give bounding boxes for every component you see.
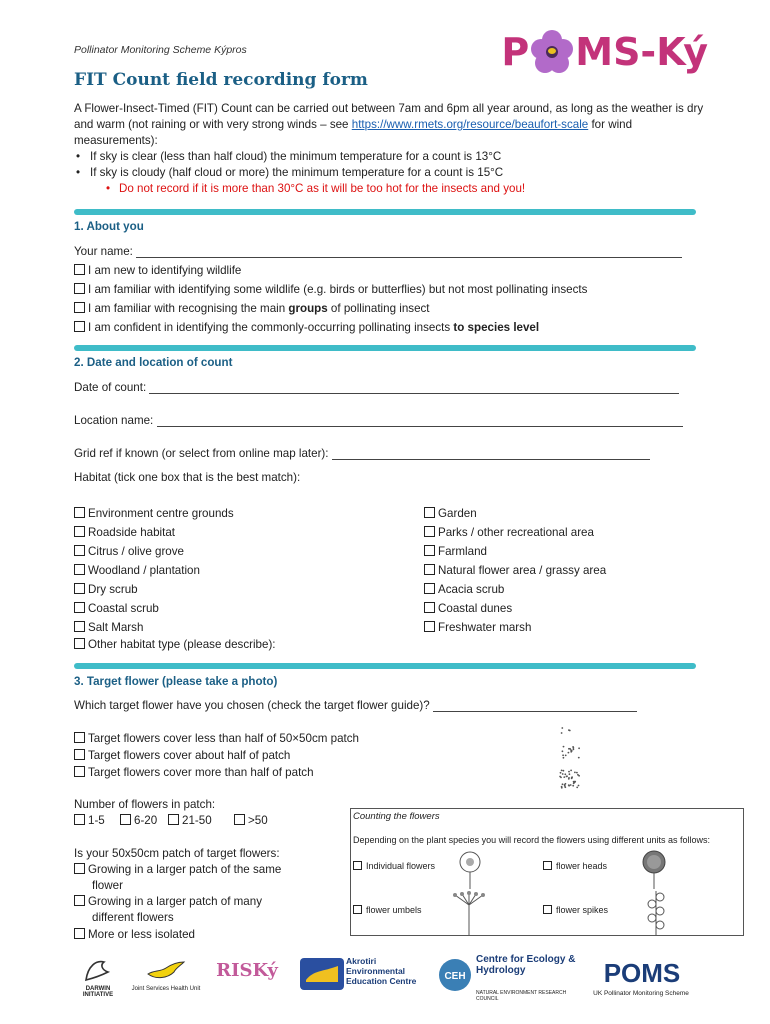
section-target-heading: 3. Target flower (please take a photo) [74, 675, 278, 688]
warning-bullet: • Do not record if it is more than 30°C as it will be too hot for the insects and you! [74, 181, 704, 197]
num-flowers-label: Number of flowers in patch: [74, 798, 216, 811]
habitat-right-item-1[interactable] [424, 526, 594, 539]
option-label: Garden [438, 507, 477, 520]
akrotiri-logo: Akrotiri Environmental Education Centre [346, 956, 417, 986]
cyprus-map-icon [146, 960, 186, 982]
checkbox[interactable] [74, 302, 85, 313]
date-label: Date of count: [74, 381, 147, 394]
coverage-dot [562, 773, 564, 775]
checkbox[interactable] [74, 583, 85, 594]
coverage-dot [576, 787, 578, 789]
form-title: FIT Count field recording form [74, 70, 368, 90]
coverage-dot [573, 782, 575, 784]
checkbox[interactable] [353, 905, 362, 914]
option-label: Target flowers cover less than half of 50×50cm patch [88, 732, 359, 745]
name-row [74, 245, 694, 258]
coverage-dot [564, 786, 566, 788]
habitat-right-item-6[interactable] [424, 621, 531, 634]
coverage-dot [565, 755, 567, 757]
coverage-dot [561, 770, 563, 772]
checkbox[interactable] [543, 861, 552, 870]
coverage-dot [578, 785, 580, 787]
checkbox[interactable] [74, 766, 85, 777]
habitat-left-item-6[interactable] [74, 621, 143, 634]
option-label: Acacia scrub [438, 583, 505, 596]
habitat-left-item-5[interactable] [74, 602, 159, 615]
num-option-2[interactable] [168, 814, 212, 827]
checkbox[interactable] [424, 545, 435, 556]
num-option-3[interactable] [234, 814, 268, 827]
individual-flower-icon [455, 849, 485, 889]
flower-head-icon [639, 849, 669, 889]
checkbox[interactable] [120, 814, 131, 825]
flower-logo-icon [530, 30, 574, 74]
cover-more[interactable] [74, 766, 314, 779]
option-label: 21-50 [182, 814, 212, 827]
coverage-dot [564, 784, 566, 786]
coverage-dot [563, 746, 565, 748]
target-question: Which target flower have you chosen (check the target flower guide)? [74, 699, 430, 712]
habitat-left-item-3[interactable] [74, 564, 200, 577]
option-label: Freshwater marsh [438, 621, 532, 634]
experience-groups[interactable] [74, 302, 430, 315]
guide-spikes[interactable] [543, 905, 608, 915]
option-label: 1-5 [88, 814, 105, 827]
beaufort-link[interactable]: https://www.rmets.org/resource/beaufort-scale [351, 118, 589, 131]
flower-spike-icon [641, 889, 671, 935]
ceh-logo: Centre for Ecology & Hydrology [476, 954, 576, 976]
coverage-dot [568, 777, 570, 779]
checkbox[interactable] [168, 814, 179, 825]
option-label: Roadside habitat [88, 526, 176, 539]
checkbox[interactable] [74, 283, 85, 294]
checkbox[interactable] [74, 264, 85, 275]
option-label: I am new to identifying wildlife [88, 264, 242, 277]
option-label: Target flowers cover about half of patch [88, 749, 291, 762]
coverage-dot [563, 770, 565, 772]
habitat-right-item-4[interactable] [424, 583, 504, 596]
coverage-dot [562, 750, 564, 752]
checkbox[interactable] [74, 621, 85, 632]
checkbox[interactable] [74, 928, 85, 939]
option-label: Growing in a larger patch of many [88, 895, 262, 908]
num-option-1[interactable] [120, 814, 157, 827]
checkbox[interactable] [74, 545, 85, 556]
habitat-right-item-5[interactable] [424, 602, 512, 615]
option-label: Citrus / olive grove [88, 545, 185, 558]
experience-new[interactable] [74, 264, 241, 277]
habitat-other[interactable] [74, 638, 276, 651]
option-label: Salt Marsh [88, 621, 144, 634]
section-location-heading: 2. Date and location of count [74, 356, 233, 369]
name-label: Your name: [74, 245, 133, 258]
checkbox[interactable] [74, 749, 85, 760]
option-label: Environment centre grounds [88, 507, 234, 520]
habitat-label: Habitat (tick one box that is the best match): [74, 471, 301, 484]
logo-text: MS-Ký [575, 30, 708, 74]
flower-umbel-icon [451, 891, 487, 935]
coverage-dot [562, 754, 564, 756]
target-field[interactable] [433, 700, 637, 712]
habitat-left-item-4[interactable] [74, 583, 138, 596]
option-label: >50 [248, 814, 268, 827]
coverage-dot [562, 783, 564, 785]
checkbox[interactable] [424, 602, 435, 613]
habitat-right-item-0[interactable] [424, 507, 477, 520]
coverage-dot [570, 751, 572, 753]
intro-paragraph: A Flower-Insect-Timed (FIT) Count can be carried out between 7am and 6pm all year around, as long as the weather is dry and warm (not raining or with very strong winds – see [74, 102, 704, 131]
habitat-left-item-0[interactable] [74, 507, 234, 520]
ceh-emblem-icon [438, 958, 472, 992]
patch-many-cont: different flowers [92, 911, 174, 924]
poms-subtitle: UK Pollinator Monitoring Scheme [593, 990, 689, 997]
checkbox[interactable] [74, 814, 85, 825]
habitat-right-item-2[interactable] [424, 545, 487, 558]
counting-guide [350, 808, 744, 936]
checkbox[interactable] [424, 564, 435, 575]
checkbox[interactable] [74, 602, 85, 613]
darwin-logo: DARWIN INITIATIVE [82, 986, 114, 998]
coverage-dot [560, 772, 562, 774]
checkbox[interactable] [74, 526, 85, 537]
option-label: Woodland / plantation [88, 564, 200, 577]
section-divider [74, 209, 696, 215]
coverage-dot [573, 749, 575, 751]
section-about-heading: 1. About you [74, 220, 144, 233]
option-label: Dry scrub [88, 583, 138, 596]
section-divider [74, 345, 696, 351]
num-option-0[interactable] [74, 814, 105, 827]
checkbox[interactable] [543, 905, 552, 914]
gridref-row [74, 447, 694, 460]
coverage-dot [563, 776, 565, 778]
akrotiri-emblem-icon [300, 958, 344, 990]
option-label: I am familiar with recognising the main [88, 302, 289, 315]
option-label: Individual flowers [366, 861, 436, 871]
date-row [74, 381, 694, 394]
option-label: Parks / other recreational area [438, 526, 594, 539]
date-field[interactable] [149, 382, 679, 394]
jshu-logo: Joint Services Health Unit [131, 986, 201, 992]
coverage-dot [578, 747, 580, 749]
cover-less[interactable] [74, 732, 359, 745]
checkbox[interactable] [74, 321, 85, 332]
checkbox[interactable] [74, 638, 85, 649]
habitat-left-item-2[interactable] [74, 545, 184, 558]
option-label: flower spikes [556, 905, 609, 915]
coverage-dot [571, 778, 573, 780]
gridref-field[interactable] [332, 448, 650, 460]
experience-some[interactable] [74, 283, 587, 296]
habitat-right-item-3[interactable] [424, 564, 606, 577]
checkbox[interactable] [74, 507, 85, 518]
bullet-cloudy: • If sky is cloudy (half cloud or more) the minimum temperature for a count is 15°C [74, 165, 704, 181]
checkbox[interactable] [353, 861, 362, 870]
location-row [74, 414, 694, 427]
habitat-left-item-1[interactable] [74, 526, 175, 539]
patch-same-cont: flower [92, 879, 123, 892]
coverage-dot [577, 774, 579, 776]
coverage-dot [568, 785, 570, 787]
option-label: Growing in a larger patch of the same [88, 863, 282, 876]
option-label: I am familiar with identifying some wildlife (e.g. birds or butterflies) but not most pollinating insects [88, 283, 588, 296]
guide-umbels[interactable] [353, 905, 422, 915]
nerc-logo: NATURAL ENVIRONMENT RESEARCH COUNCIL [476, 990, 567, 1002]
checkbox[interactable] [74, 863, 85, 874]
target-question-row [74, 699, 694, 712]
option-label: Natural flower area / grassy area [438, 564, 607, 577]
sponsor-logos [74, 952, 694, 1002]
coverage-dot [561, 727, 563, 729]
coverage-dot [576, 772, 578, 774]
checkbox[interactable] [424, 507, 435, 518]
checkbox[interactable] [424, 583, 435, 594]
option-label: 6-20 [134, 814, 158, 827]
location-field[interactable] [157, 415, 683, 427]
guide-title: Counting the flowers [353, 811, 440, 822]
guide-individual[interactable] [353, 861, 435, 871]
coverage-dot [563, 757, 565, 759]
gridref-label: Grid ref if known (or select from online map later): [74, 447, 329, 460]
checkbox[interactable] [424, 526, 435, 537]
experience-species[interactable] [74, 321, 539, 334]
option-label: Other habitat type (please describe): [88, 638, 276, 651]
risky-logo: RISKý [216, 960, 278, 981]
option-label: Farmland [438, 545, 487, 558]
svg-text:CEH: CEH [444, 971, 466, 982]
patch-label: Is your 50x50cm patch of target flowers: [74, 847, 280, 860]
checkbox[interactable] [234, 814, 245, 825]
option-label-bold: to species level [453, 321, 540, 334]
poms-ky-logo [501, 28, 708, 76]
guide-heads[interactable] [543, 861, 607, 871]
logo-letter: P [501, 30, 530, 74]
option-label-bold: groups [288, 302, 328, 315]
option-label: Coastal dunes [438, 602, 513, 615]
checkbox[interactable] [74, 732, 85, 743]
coverage-dots-icon [552, 726, 588, 790]
option-label: Coastal scrub [88, 602, 159, 615]
coverage-dot [570, 770, 572, 772]
darwin-bird-icon [82, 956, 112, 986]
coverage-dot [564, 773, 566, 775]
coverage-dot [574, 772, 576, 774]
checkbox[interactable] [74, 895, 85, 906]
intro-paragraph-end: for wind measurements): [74, 118, 633, 147]
section-divider [74, 663, 696, 669]
coverage-dot [578, 757, 580, 759]
coverage-dot [568, 771, 570, 773]
intro-text [74, 101, 704, 197]
coverage-dot [572, 785, 574, 787]
scheme-subtitle: Pollinator Monitoring Scheme Kýpros [74, 44, 247, 56]
coverage-dot [570, 749, 572, 751]
bullet-clear: • If sky is clear (less than half cloud) the minimum temperature for a count is 13°C [74, 149, 704, 165]
checkbox[interactable] [424, 621, 435, 632]
coverage-dot [569, 773, 571, 775]
patch-many[interactable] [74, 895, 262, 908]
option-label: flower heads [556, 861, 608, 871]
option-label: of pollinating insect [327, 302, 430, 315]
coverage-dot [566, 776, 568, 778]
patch-isolated[interactable] [74, 928, 195, 941]
option-label: flower umbels [366, 905, 422, 915]
cover-half[interactable] [74, 749, 290, 762]
option-label: I am confident in identifying the commonly-occurring pollinating insects [88, 321, 454, 334]
option-label: Target flowers cover more than half of patch [88, 766, 314, 779]
guide-description: Depending on the plant species you will record the flowers using different units as follows: [353, 835, 711, 845]
coverage-dot [559, 776, 561, 778]
coverage-dot [561, 787, 563, 789]
coverage-dot [568, 752, 570, 754]
coverage-dot [570, 784, 572, 786]
location-label: Location name: [74, 414, 154, 427]
name-field[interactable] [136, 246, 682, 258]
option-label: More or less isolated [88, 928, 195, 941]
coverage-dot [568, 748, 570, 750]
coverage-dot [561, 732, 563, 734]
coverage-dot [568, 729, 570, 731]
poms-logo: POMS [603, 958, 681, 988]
patch-same[interactable] [74, 863, 281, 876]
checkbox[interactable] [74, 564, 85, 575]
